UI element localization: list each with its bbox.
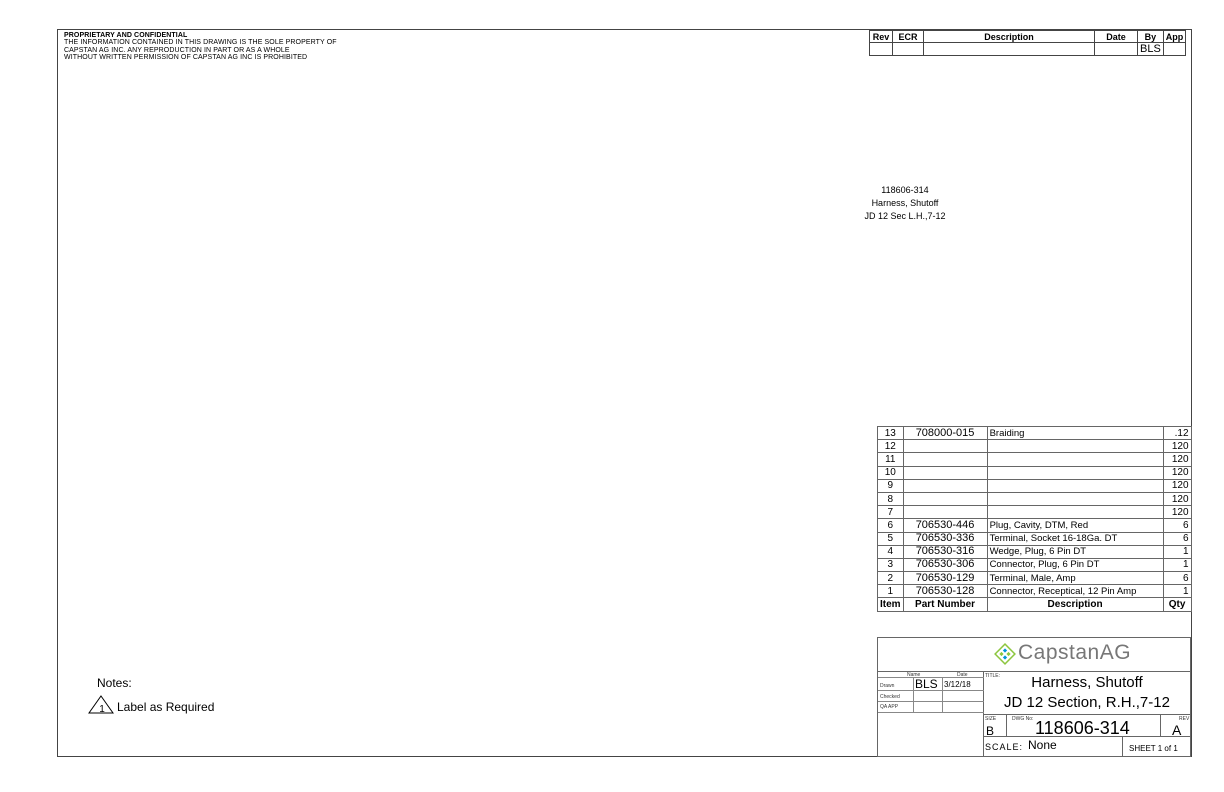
bom-item: 8 bbox=[878, 492, 904, 505]
drawing-title bbox=[985, 673, 1189, 713]
drawn-date: 3/12/18 bbox=[944, 680, 971, 689]
bom-qty: 6 bbox=[1163, 519, 1191, 532]
bom-row bbox=[878, 532, 1192, 545]
bom-part-number bbox=[903, 479, 987, 492]
bom-part-number: 706530-128 bbox=[903, 585, 987, 598]
revision-row bbox=[870, 43, 1186, 56]
bom-part-number bbox=[903, 440, 987, 453]
bom-description: Connector, Plug, 6 Pin DT bbox=[987, 558, 1163, 571]
bom-qty: 120 bbox=[1163, 453, 1191, 466]
bom-description: Wedge, Plug, 6 Pin DT bbox=[987, 545, 1163, 558]
bom-part-number bbox=[903, 506, 987, 519]
bom-part-number: 708000-015 bbox=[903, 427, 987, 440]
bom-row bbox=[878, 479, 1192, 492]
bom-qty: 6 bbox=[1163, 532, 1191, 545]
bom-qty-header: Qty bbox=[1163, 598, 1191, 611]
bom-item: 4 bbox=[878, 545, 904, 558]
bom-part-number: 706530-446 bbox=[903, 519, 987, 532]
bom-qty: 1 bbox=[1163, 558, 1191, 571]
title-line-1: Harness, Shutoff bbox=[1031, 674, 1143, 691]
bom-row bbox=[878, 519, 1192, 532]
bom-qty: 120 bbox=[1163, 506, 1191, 519]
assembly-name: Harness, Shutoff bbox=[871, 198, 939, 208]
bom-part-number: 706530-336 bbox=[903, 532, 987, 545]
bill-of-materials bbox=[877, 426, 1192, 612]
bom-item-header: Item bbox=[878, 598, 904, 611]
size-value: B bbox=[986, 724, 995, 738]
sheet-number: SHEET 1 of 1 bbox=[1129, 744, 1178, 753]
drawn-label: Drawn bbox=[880, 683, 895, 689]
bom-qty: .12 bbox=[1163, 427, 1191, 440]
checked-label: Checked bbox=[880, 694, 900, 700]
bom-row bbox=[878, 427, 1192, 440]
bom-row bbox=[878, 453, 1192, 466]
note-marker: 1 bbox=[99, 704, 105, 715]
date-label: Date bbox=[957, 672, 968, 678]
bom-item: 1 bbox=[878, 585, 904, 598]
bom-description bbox=[987, 453, 1163, 466]
qa-label: QA APP bbox=[880, 704, 899, 710]
bom-description bbox=[987, 492, 1163, 505]
bom-row bbox=[878, 572, 1192, 585]
rev-value: A bbox=[1172, 722, 1182, 738]
capstan-logo-text: CapstanAG bbox=[1018, 641, 1132, 664]
bom-item: 11 bbox=[878, 453, 904, 466]
bom-description bbox=[987, 440, 1163, 453]
title-label: TITLE: bbox=[985, 673, 1001, 679]
bom-desc-header: Description bbox=[987, 598, 1163, 611]
bom-item: 3 bbox=[878, 558, 904, 571]
bom-part-number bbox=[903, 466, 987, 479]
bom-row bbox=[878, 585, 1192, 598]
ecr-header: ECR bbox=[893, 31, 924, 43]
bom-description: Terminal, Socket 16-18Ga. DT bbox=[987, 532, 1163, 545]
bom-part-number: 706530-316 bbox=[903, 545, 987, 558]
proprietary-notice bbox=[64, 32, 337, 61]
size-label: SIZE bbox=[985, 716, 997, 722]
bom-part-number: 706530-306 bbox=[903, 558, 987, 571]
bom-row bbox=[878, 506, 1192, 519]
capstan-logo-icon bbox=[994, 643, 1016, 665]
bom-part-header: Part Number bbox=[903, 598, 987, 611]
bom-description: Connector, Receptical, 12 Pin Amp bbox=[987, 585, 1163, 598]
bom-row bbox=[878, 545, 1192, 558]
bom-description: Braiding bbox=[987, 427, 1163, 440]
bom-qty: 120 bbox=[1163, 466, 1191, 479]
bom-qty: 120 bbox=[1163, 440, 1191, 453]
scale-value: None bbox=[1028, 738, 1057, 752]
assembly-variant: JD 12 Sec L.H.,7-12 bbox=[864, 211, 946, 221]
assembly-label bbox=[830, 184, 980, 223]
bom-item: 9 bbox=[878, 479, 904, 492]
bom-item: 5 bbox=[878, 532, 904, 545]
bom-qty: 120 bbox=[1163, 492, 1191, 505]
bom-description: Plug, Cavity, DTM, Red bbox=[987, 519, 1163, 532]
proprietary-heading: PROPRIETARY AND CONFIDENTIAL bbox=[64, 32, 188, 39]
bom-part-number: 706530-129 bbox=[903, 572, 987, 585]
bom-description bbox=[987, 479, 1163, 492]
proprietary-line-1: THE INFORMATION CONTAINED IN THIS DRAWING IS THE SOLE PROPERTY OF bbox=[64, 39, 337, 47]
rev-label: REV bbox=[1179, 716, 1190, 722]
bom-qty: 1 bbox=[1163, 545, 1191, 558]
assembly-part-number: 118606-314 bbox=[881, 185, 929, 195]
proprietary-line-2: CAPSTAN AG INC. ANY REPRODUCTION IN PART OR AS A WHOLE bbox=[64, 46, 290, 54]
bom-header-row bbox=[878, 598, 1192, 611]
proprietary-line-3: WITHOUT WRITTEN PERMISSION OF CAPSTAN AG INC IS PROHIBITED bbox=[64, 53, 308, 61]
name-label: Name bbox=[907, 672, 921, 678]
note-1: Label as Required bbox=[117, 700, 215, 714]
date-header: Date bbox=[1095, 31, 1138, 43]
bom-row bbox=[878, 466, 1192, 479]
bom-part-number bbox=[903, 492, 987, 505]
notes-heading: Notes: bbox=[97, 676, 132, 690]
description-header: Description bbox=[924, 31, 1095, 43]
drawn-name: BLS bbox=[915, 677, 938, 691]
drawing-number: 118606-314 bbox=[1035, 718, 1130, 738]
scale-label: SCALE: bbox=[985, 742, 1024, 752]
bom-description bbox=[987, 466, 1163, 479]
bom-row bbox=[878, 558, 1192, 571]
rev-header: Rev bbox=[870, 31, 893, 43]
bom-item: 2 bbox=[878, 572, 904, 585]
revision-table bbox=[869, 30, 1186, 56]
bom-qty: 120 bbox=[1163, 479, 1191, 492]
bom-row bbox=[878, 492, 1192, 505]
bom-item: 6 bbox=[878, 519, 904, 532]
dwg-label: DWG No: bbox=[1012, 716, 1034, 722]
bom-item: 12 bbox=[878, 440, 904, 453]
bom-item: 7 bbox=[878, 506, 904, 519]
bom-row bbox=[878, 440, 1192, 453]
revision-by: BLS bbox=[1138, 43, 1164, 56]
bom-item: 13 bbox=[878, 427, 904, 440]
by-header: By bbox=[1138, 31, 1164, 43]
bom-part-number bbox=[903, 453, 987, 466]
app-header: App bbox=[1163, 31, 1186, 43]
bom-description bbox=[987, 506, 1163, 519]
title-line-2: JD 12 Section, R.H.,7-12 bbox=[1004, 694, 1170, 711]
bom-description: Terminal, Male, Amp bbox=[987, 572, 1163, 585]
bom-item: 10 bbox=[878, 466, 904, 479]
bom-qty: 6 bbox=[1163, 572, 1191, 585]
bom-qty: 1 bbox=[1163, 585, 1191, 598]
